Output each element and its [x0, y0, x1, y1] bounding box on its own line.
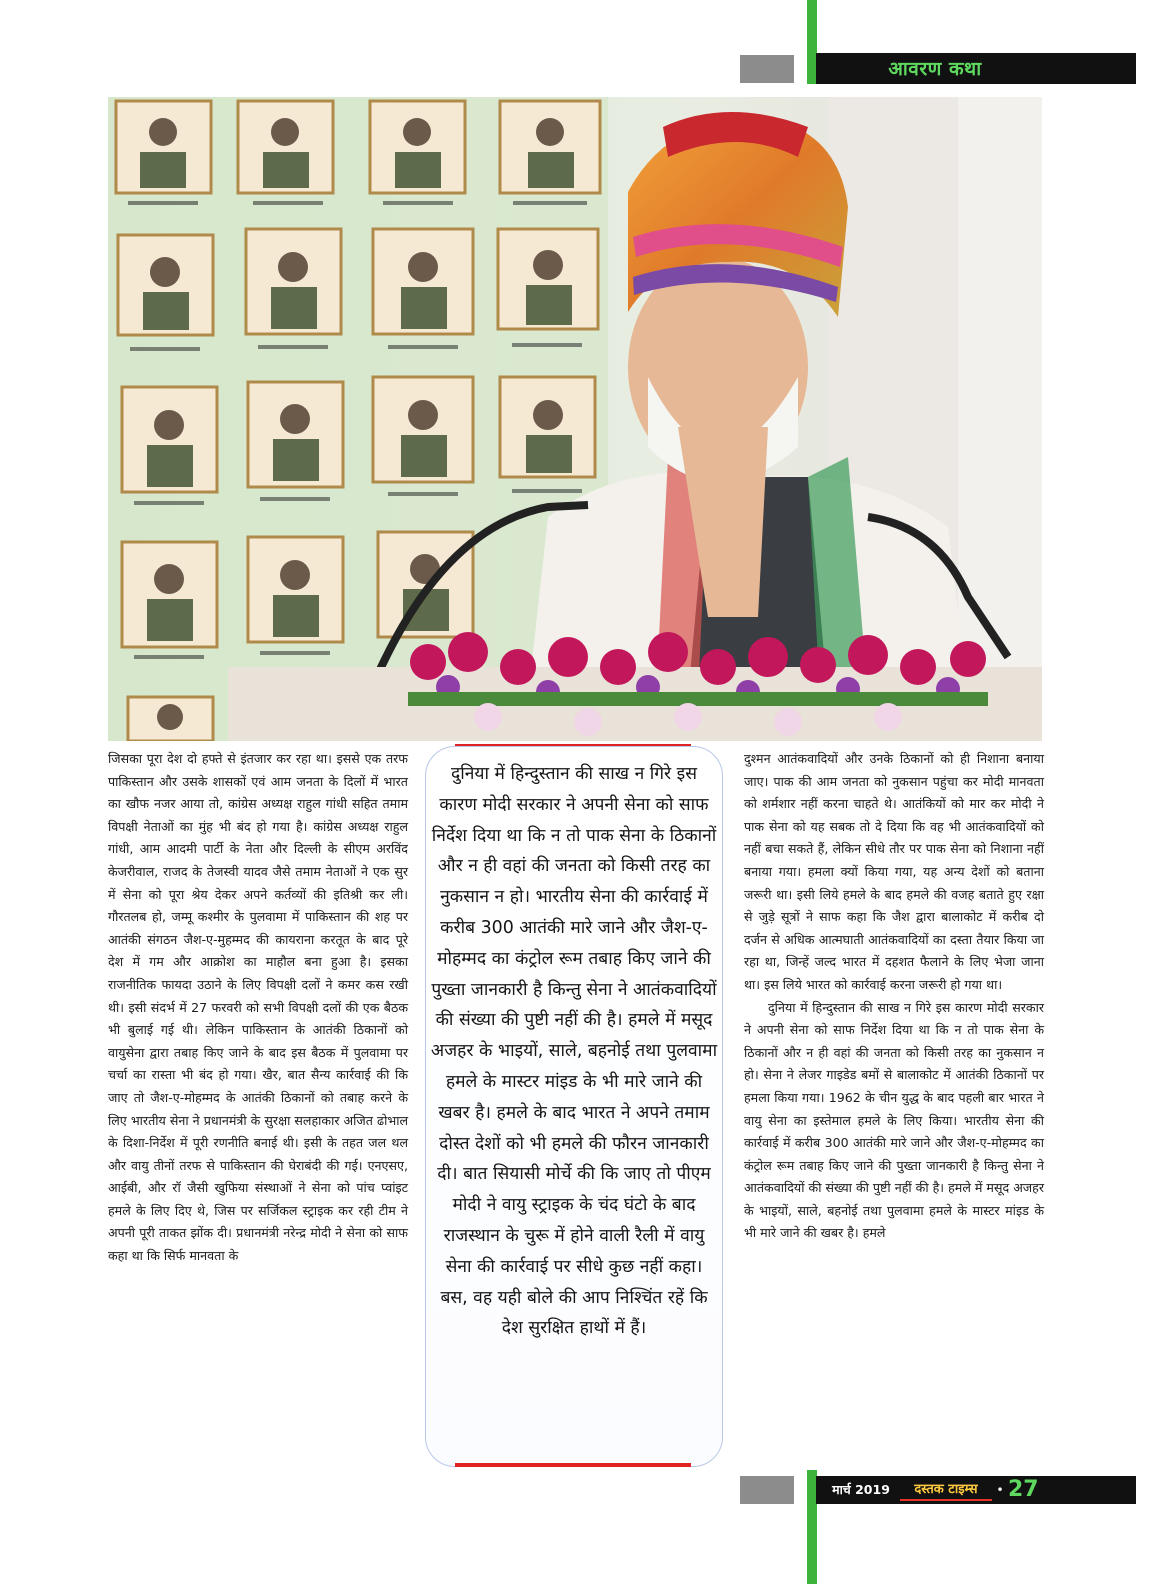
section-label: आवरण कथा: [888, 58, 982, 80]
footer-separator: •: [996, 1483, 1004, 1497]
pull-quote-text: दुनिया में हिन्दुस्तान की साख न गिरे इस कारण मोदी सरकार ने अपनी सेना को साफ निर्देश दिया था कि न तो पाक सेना के ठिकानों और न ही वहां की जनता को किसी तरह का नुकसान न हो। भारतीय सेना की कार्रवाई में करीब 300 आतंकी मारे जाने और जैश-ए-मोहम्मद का कंट्रोल रूम तबाह किए जाने की पुख्ता जानकारी है किन्तु सेना ने आतंकवादियों की संख्या की पुष्टी नहीं की है। हमले में मसूद अजहर के भाइयों, साले, बहनोई तथा पुलवामा हमले के मास्टर मांइड के भी मारे जाने की खबर है। हमले के बाद भारत ने अपने तमाम दोस्त देशों को भी हमले की फौरन जानकारी दी। बात सियासी मोर्चे की कि जाए तो पीएम मोदी ने वायु स्ट्राइक के चंद घंटो के बाद राजस्थान के चुरू में होने वाली रैली में वायु सेना की कार्रवाई पर सीधे कुछ नहीं कहा। बस, वह यही बोले की आप निश्चिंत रहें कि देश सुरक्षित हाथों में हैं।: [430, 764, 718, 1339]
footer-gray-block: [740, 1476, 794, 1504]
article-column-left: [108, 748, 408, 1268]
article-column-right: [744, 748, 1044, 1245]
speech-rally-photo: [108, 97, 1042, 741]
body-paragraph: दुनिया में हिन्दुस्तान की साख न गिरे इस कारण मोदी सरकार ने अपनी सेना को साफ निर्देश दिया था कि न तो पाक सेना के ठिकानों और न ही वहां की जनता को किसी तरह का नुकसान न हो। सेना ने लेजर गाइडेड बमों से बालाकोट में आतंकी ठिकानों पर हमला किया गया। 1962 के चीन युद्ध के बाद पहली बार भारत ने वायु सेना का इस्तेमाल हमले के लिए किया। भारतीय सेना की कार्रवाई में करीब 300 आतंकी मारे जाने और जैश-ए-मोहम्मद का कंट्रोल रूम तबाह किए जाने की पुख्ता जानकारी है किन्तु सेना ने आतंकवादियों की संख्या की पुष्टी नहीं की है। हमले में मसूद अजहर के भाइयों, साले, बहनोई तथा पुलवामा हमले के मास्टर मांइड के भी मारे जाने की खबर है। हमले: [744, 999, 1044, 1241]
pull-quote-bottom-rule: [455, 1463, 691, 1467]
magazine-logo: दस्तक टाइम्स: [900, 1479, 992, 1501]
body-paragraph: दुश्मन आतंकवादियों और उनके ठिकानों को ही निशाना बनाया जाए। पाक की आम जनता को नुकसान पहुंचा कर मोदी मानवता को शर्मशार नहीं करना चाहते थे। आतंकियों को मार कर मोदी ने पाक सेना को यह सबक तो दे दिया कि वह भी आतंकवादियों को नहीं बचा सकते हैं, लेकिन सीधे तौर पर पाक सेना को निशाना नहीं बनाया गया। हमला क्यों किया गया, यह अन्य देशों को बताना जरूरी था। इसी लिये हमले के बाद हमले की वजह बताते हुए रक्षा से जुड़े सूत्रों ने साफ कहा कि जैश द्वारा बालाकोट में करीब दो दर्जन से अधिक आत्मघाती आतंकवादियों का दस्ता तैयार किया जा रहा था, जिन्हें जल्द भारत में दहशत फैलाने के लिए भेजा जाना था। इस लिये भारत को कार्रवाई करना जरूरी हो गया था।: [744, 751, 1044, 992]
page-number: 27: [1008, 1477, 1039, 1502]
header-gray-block: [740, 55, 794, 83]
footer-date: मार्च 2019: [832, 1482, 890, 1497]
body-paragraph: जिसका पूरा देश दो हफ्ते से इंतजार कर रहा था। इससे एक तरफ पाकिस्तान और उसके शासकों एवं आम जनता के दिलों में भारत का खौफ नजर आया तो, कांग्रेस अध्यक्ष राहुल गांधी सहित तमाम विपक्षी नेताओं का मुंह भी बंद हो गया है। कांग्रेस अध्यक्ष राहुल गांधी, आम आदमी पार्टी के नेता और दिल्ली के सीएम अरविंद केजरीवाल, राजद के तेजस्वी यादव जैसे तमाम नेताओं ने एक सुर में सेना को पूरा श्रेय देकर अपने कर्तव्यों की इतिश्री कर ली। गौरतलब हो, जम्मू कश्मीर के पुलवामा में पाकिस्तान की शह पर आतंकी संगठन जैश-ए-मुहम्मद की कायराना करतूत के बाद पूरे देश में गम और आक्रोश का माहौल बना हुआ है। इसका राजनीतिक फायदा उठाने के लिए विपक्षी दलों ने कमर कस रखी थी। इसी संदर्भ में 27 फरवरी को सभी विपक्षी दलों की एक बैठक भी बुलाई गई थी। लेकिन पाकिस्तान के आतंकी ठिकानों को वायुसेना द्वारा तबाह किए जाने के बाद इस बैठक में पुलवामा पर चर्चा का रास्ता भी बंद हो गया। खैर, बात सैन्य कार्रवाई की कि जाए तो जैश-ए-मोहम्मद के आतंकी ठिकानों को तबाह करने के लिए भारतीय सेना ने प्रधानमंत्री के सुरक्षा सलहाकार अजित ढोभाल के दिशा-निर्देश में पूरी रणनीति बनाई थी। इसी के तहत जल थल और वायु तीनों तरफ से पाकिस्तान की घेराबंदी की गई। एनएसए, आईबी, और रॉ जैसी खुफिया संस्थाओं ने सेना को पांच प्वांइट हमले के लिए दिए थे, जिस पर सर्जिकल स्ट्राइक कर रही टीम ने अपनी पूरी ताकत झोंक दी। प्रधानमंत्री नरेन्द्र मोदी ने सेना को साफ कहा था कि सिर्फ मानवता के: [108, 751, 408, 1264]
